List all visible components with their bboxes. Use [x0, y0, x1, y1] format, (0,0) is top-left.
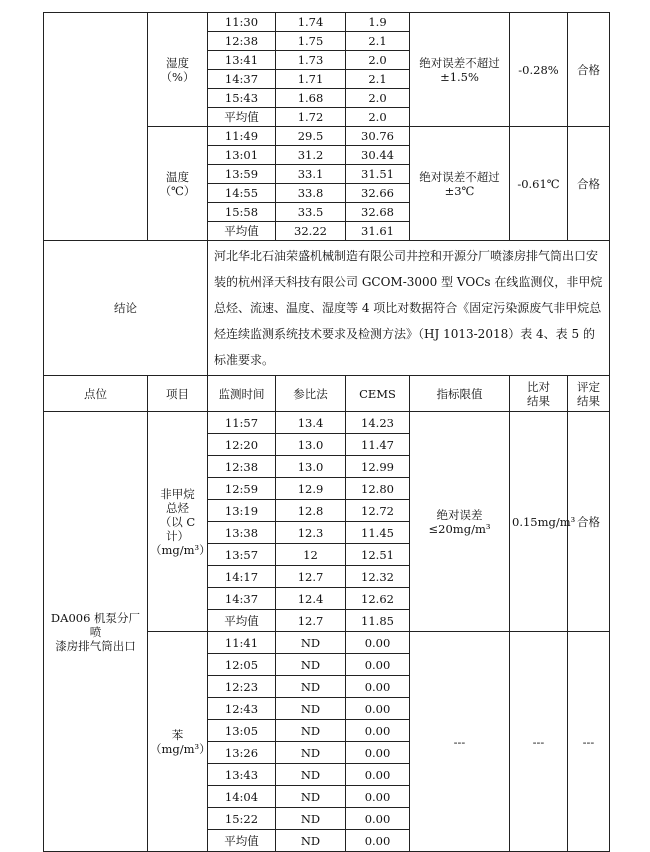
ref-cell: 29.5: [276, 127, 346, 146]
ref-cell: 31.2: [276, 146, 346, 165]
cems-cell: 12.72: [346, 500, 410, 522]
result-nmhc: 0.15mg/m³: [510, 412, 568, 632]
item-benzene: 苯 （mg/m³）: [148, 632, 208, 852]
conclusion-label: 结论: [44, 241, 208, 376]
header-cems: CEMS: [346, 376, 410, 412]
cems-cell: 11.85: [346, 610, 410, 632]
cems-cell: 0.00: [346, 786, 410, 808]
ref-cell: 12.7: [276, 566, 346, 588]
verdict-nmhc: 合格: [568, 412, 610, 632]
item-humidity: 湿度 （%）: [148, 13, 208, 127]
ref-cell: 13.4: [276, 412, 346, 434]
conclusion-text: 河北华北石油荣盛机械制造有限公司井控和开源分厂喷漆房排气筒出口安装的杭州泽天科技有限公司 GCOM-3000 型 VOCs 在线监测仪，非甲烷总烃、流速、温度、湿度等 4 项比对数据符合《固定污染源废气非甲烷总烃连续监测系统技术要求及检测方法》（HJ 1013-2018）表 4、表 5 的标准要求。: [208, 241, 610, 376]
ref-cell: ND: [276, 764, 346, 786]
cems-cell: 2.1: [346, 70, 410, 89]
cems-cell: 1.9: [346, 13, 410, 32]
time-cell: 14:55: [208, 184, 276, 203]
ref-cell: 32.22: [276, 222, 346, 241]
cems-cell: 30.44: [346, 146, 410, 165]
header-verdict: 评定 结果: [568, 376, 610, 412]
time-cell: 14:37: [208, 588, 276, 610]
time-cell: 11:57: [208, 412, 276, 434]
cems-cell: 2.0: [346, 51, 410, 70]
result-benzene: ---: [510, 632, 568, 852]
ref-cell: 12.7: [276, 610, 346, 632]
time-cell: 14:04: [208, 786, 276, 808]
time-cell: 15:43: [208, 89, 276, 108]
time-cell: 13:26: [208, 742, 276, 764]
time-cell: 11:41: [208, 632, 276, 654]
cems-cell: 0.00: [346, 654, 410, 676]
ref-cell: 12.3: [276, 522, 346, 544]
comparison-table: [43, 12, 610, 852]
time-cell: 13:57: [208, 544, 276, 566]
cems-cell: 12.80: [346, 478, 410, 500]
time-cell: 平均值: [208, 830, 276, 852]
time-cell: 12:20: [208, 434, 276, 456]
verdict-temperature: 合格: [568, 127, 610, 241]
time-cell: 13:01: [208, 146, 276, 165]
time-cell: 12:38: [208, 32, 276, 51]
ref-cell: 1.71: [276, 70, 346, 89]
ref-cell: 12.9: [276, 478, 346, 500]
cems-cell: 12.99: [346, 456, 410, 478]
header-time: 监测时间: [208, 376, 276, 412]
verdict-humidity: 合格: [568, 13, 610, 127]
ref-cell: ND: [276, 786, 346, 808]
time-cell: 13:59: [208, 165, 276, 184]
time-cell: 12:43: [208, 698, 276, 720]
time-cell: 12:05: [208, 654, 276, 676]
header-limit: 指标限值: [410, 376, 510, 412]
cems-cell: 0.00: [346, 632, 410, 654]
table-row: [44, 13, 610, 32]
limit-humidity: 绝对误差不超过 ±1.5%: [410, 13, 510, 127]
item-temperature: 温度 （℃）: [148, 127, 208, 241]
cems-cell: 31.61: [346, 222, 410, 241]
time-cell: 14:17: [208, 566, 276, 588]
ref-cell: 1.68: [276, 89, 346, 108]
ref-cell: ND: [276, 808, 346, 830]
ref-cell: 13.0: [276, 456, 346, 478]
time-cell: 12:59: [208, 478, 276, 500]
cems-cell: 0.00: [346, 830, 410, 852]
time-cell: 13:05: [208, 720, 276, 742]
limit-temperature: 绝对误差不超过 ±3℃: [410, 127, 510, 241]
ref-cell: ND: [276, 742, 346, 764]
ref-cell: ND: [276, 676, 346, 698]
header-row: [44, 376, 610, 412]
verdict-benzene: ---: [568, 632, 610, 852]
point-da006: DA006 机泵分厂喷 漆房排气筒出口: [44, 412, 148, 852]
result-temperature: -0.61℃: [510, 127, 568, 241]
cems-cell: 0.00: [346, 764, 410, 786]
ref-cell: ND: [276, 698, 346, 720]
cems-cell: 32.66: [346, 184, 410, 203]
cems-cell: 31.51: [346, 165, 410, 184]
header-point: 点位: [44, 376, 148, 412]
time-cell: 11:49: [208, 127, 276, 146]
cems-cell: 32.68: [346, 203, 410, 222]
cems-cell: 11.45: [346, 522, 410, 544]
cems-cell: 14.23: [346, 412, 410, 434]
ref-cell: 12.4: [276, 588, 346, 610]
time-cell: 14:37: [208, 70, 276, 89]
ref-cell: 33.5: [276, 203, 346, 222]
time-cell: 12:23: [208, 676, 276, 698]
header-item: 项目: [148, 376, 208, 412]
time-cell: 13:41: [208, 51, 276, 70]
header-ref: 参比法: [276, 376, 346, 412]
cems-cell: 12.62: [346, 588, 410, 610]
time-cell: 15:58: [208, 203, 276, 222]
ref-cell: 1.72: [276, 108, 346, 127]
time-cell: 13:43: [208, 764, 276, 786]
ref-cell: 1.73: [276, 51, 346, 70]
ref-cell: 33.8: [276, 184, 346, 203]
result-humidity: -0.28%: [510, 13, 568, 127]
cems-cell: 2.0: [346, 89, 410, 108]
cems-cell: 12.51: [346, 544, 410, 566]
ref-cell: ND: [276, 632, 346, 654]
cems-cell: 0.00: [346, 720, 410, 742]
ref-cell: 1.75: [276, 32, 346, 51]
time-cell: 平均值: [208, 108, 276, 127]
ref-cell: 33.1: [276, 165, 346, 184]
ref-cell: 12.8: [276, 500, 346, 522]
table-row: [44, 412, 610, 434]
cems-cell: 30.76: [346, 127, 410, 146]
conclusion-row: [44, 241, 610, 376]
time-cell: 平均值: [208, 610, 276, 632]
ref-cell: ND: [276, 830, 346, 852]
ref-cell: ND: [276, 654, 346, 676]
cems-cell: 0.00: [346, 808, 410, 830]
point-cell-top: [44, 13, 148, 241]
time-cell: 12:38: [208, 456, 276, 478]
time-cell: 13:19: [208, 500, 276, 522]
limit-nmhc: 绝对误差 ≤20mg/m³: [410, 412, 510, 632]
time-cell: 15:22: [208, 808, 276, 830]
cems-cell: 2.1: [346, 32, 410, 51]
ref-cell: 13.0: [276, 434, 346, 456]
limit-benzene: ---: [410, 632, 510, 852]
ref-cell: 1.74: [276, 13, 346, 32]
cems-cell: 0.00: [346, 698, 410, 720]
time-cell: 13:38: [208, 522, 276, 544]
cems-cell: 11.47: [346, 434, 410, 456]
item-nmhc: 非甲烷 总烃 （以 C 计） （mg/m³）: [148, 412, 208, 632]
cems-cell: 2.0: [346, 108, 410, 127]
cems-cell: 12.32: [346, 566, 410, 588]
cems-cell: 0.00: [346, 676, 410, 698]
header-result: 比对 结果: [510, 376, 568, 412]
ref-cell: ND: [276, 720, 346, 742]
time-cell: 11:30: [208, 13, 276, 32]
cems-cell: 0.00: [346, 742, 410, 764]
time-cell: 平均值: [208, 222, 276, 241]
ref-cell: 12: [276, 544, 346, 566]
